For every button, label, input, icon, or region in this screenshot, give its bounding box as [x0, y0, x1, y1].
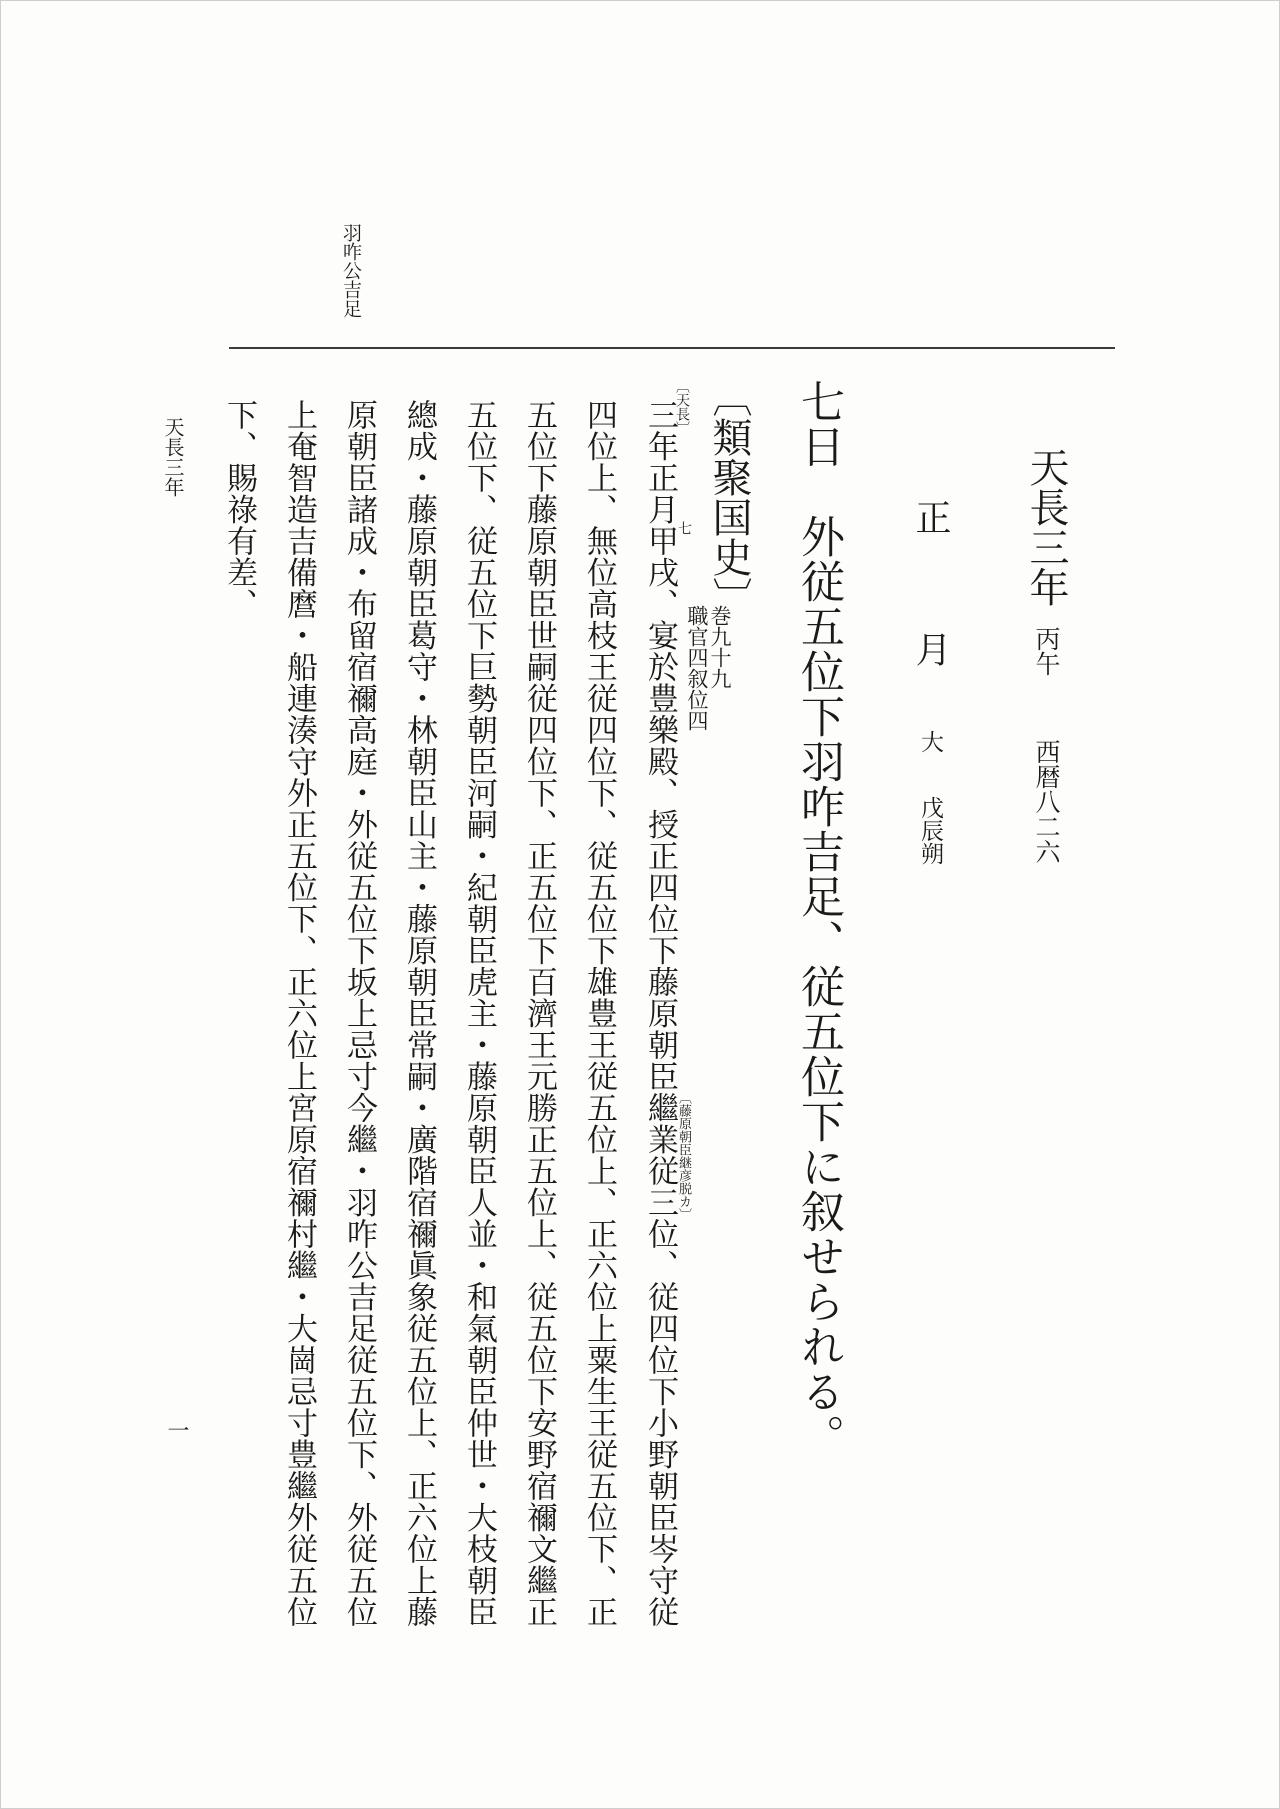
correction-annotation: 〔藤原朝臣継彦脱カ〕 — [676, 1091, 691, 1221]
source-title: 〔類聚国史〕 — [706, 377, 752, 617]
day-annotation: 七 — [676, 521, 692, 535]
month-heading — [910, 499, 951, 865]
source-volume: 巻九十九 — [708, 605, 732, 689]
entry-heading: 七日 外従五位下羽咋吉足、従五位下に叙せられる。 — [793, 379, 844, 1459]
text-line: 五位下、従五位下巨勢朝臣河嗣・紀朝臣虎主・藤原朝臣人並・和氣朝臣仲世・大枝朝臣 — [461, 399, 497, 1628]
side-name-note: 羽咋公吉足 — [340, 223, 362, 318]
month-size: 大 — [917, 730, 943, 753]
era-title: 天長三年 — [1023, 447, 1069, 607]
month-name: 正 月 — [910, 499, 951, 697]
era-heading — [1023, 447, 1069, 864]
text-line: 三年正月甲戌、宴於豊樂殿、授正四位下藤原朝臣繼業従三位、従四位下小野朝臣岑守従 — [642, 399, 678, 1628]
era-cyclical: 丙午 — [1032, 626, 1061, 676]
era-annotation: 〔天長〕 — [674, 379, 690, 435]
text-line: 下、賜祿有差、 — [221, 399, 257, 620]
text-line: 上奄智造吉備麿・船連湊守外正五位下、正六位上宮原宿禰村繼・大崗忌寸豊繼外従五位 — [281, 399, 317, 1628]
era-western: 西暦八二六 — [1032, 739, 1061, 864]
source-section: 職官四叙位四 — [685, 605, 709, 731]
text-line: 原朝臣諸成・布留宿禰高庭・外従五位下坂上忌寸今繼・羽咋公吉足従五位下、外従五位 — [341, 399, 377, 1628]
month-first-day: 戊辰朔 — [917, 796, 943, 865]
header-rule — [229, 347, 1115, 349]
running-title: 天長三年 — [161, 417, 185, 497]
text-line: 總成・藤原朝臣葛守・林朝臣山主・藤原朝臣常嗣・廣階宿禰眞象従五位上、正六位上藤 — [401, 399, 437, 1628]
page-number: 一 — [164, 1419, 189, 1441]
text-line: 五位下藤原朝臣世嗣従四位下、正五位下百濟王元勝正五位上、従五位下安野宿禰文繼正 — [521, 399, 557, 1628]
text-line: 四位上、無位高枝王従四位下、従五位下雄豊王従五位上、正六位上粟生王従五位下、正 — [581, 399, 617, 1628]
